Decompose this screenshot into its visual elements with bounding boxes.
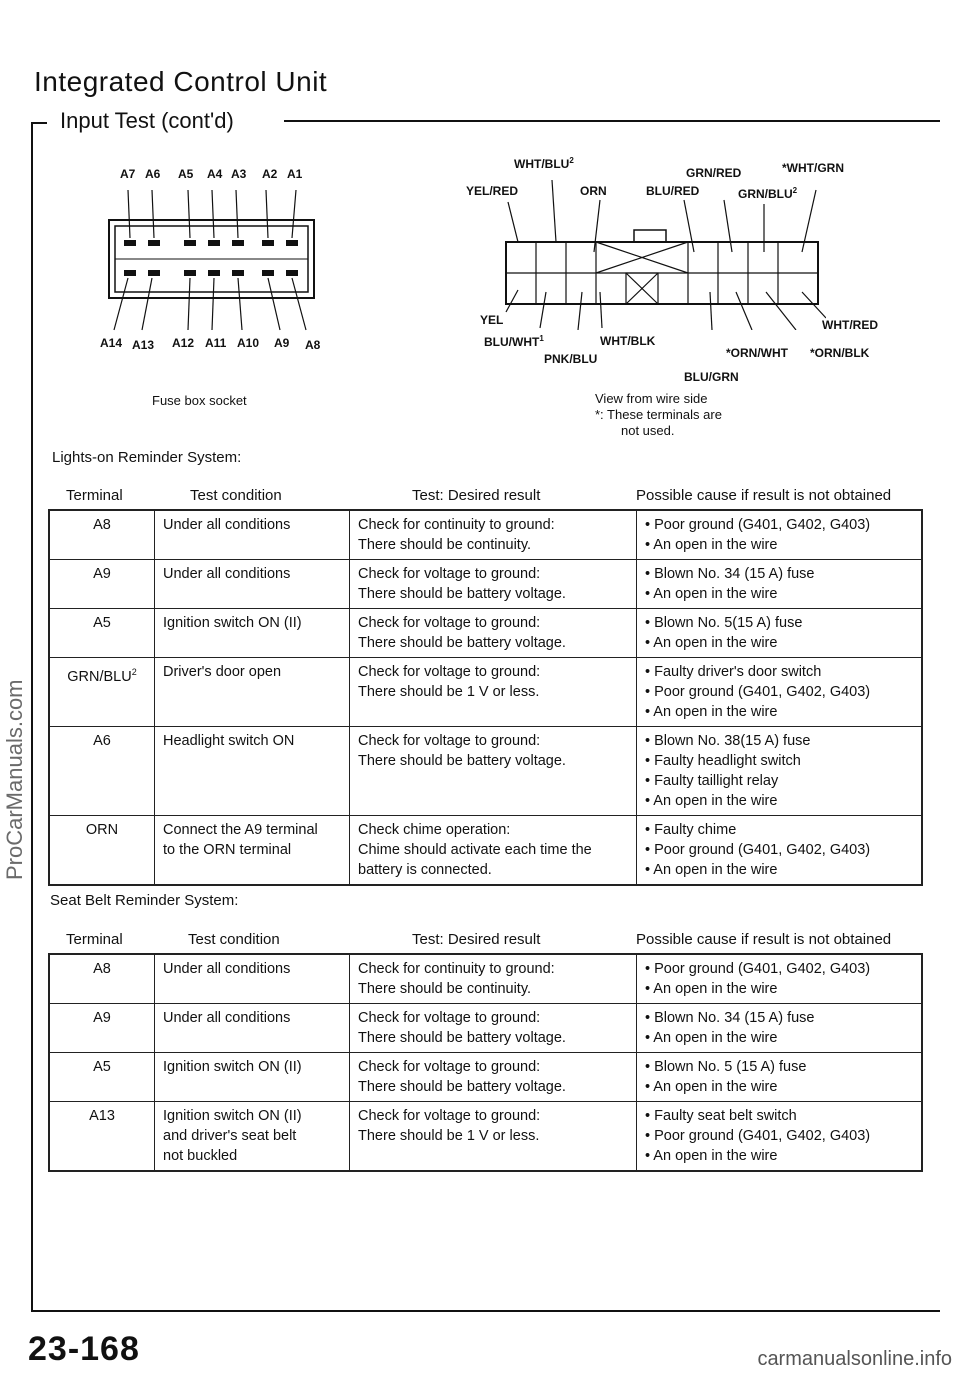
condition-cell: Under all conditions	[155, 560, 350, 609]
wire-blu-wht-label: BLU/WHT$^1$	[484, 334, 544, 349]
connector-drawing	[496, 180, 826, 330]
watermark: ProCarManuals.com	[2, 679, 27, 880]
page-subtitle: Input Test (cont'd)	[60, 108, 234, 133]
terminal-cell: A6	[49, 727, 155, 816]
lights-on-section-label: Lights-on Reminder System:	[52, 449, 242, 466]
terminal-cell: A5	[49, 609, 155, 658]
seat-belt-col-result: Test: Desired result	[412, 931, 541, 948]
result-cell: Check for continuity to ground: There should be continuity.	[350, 510, 637, 560]
frame-bottom-rule	[31, 1310, 940, 1312]
table-row	[49, 954, 922, 1004]
pin-a14-label: A14	[100, 336, 123, 350]
table-row	[49, 1053, 922, 1102]
wire-orn-label: ORN	[580, 184, 607, 198]
pin-a8-label: A8	[305, 338, 321, 352]
terminal-cell: A9	[49, 560, 155, 609]
result-cell: Check chime operation: Chime should activate each time the battery is connected.	[350, 816, 637, 886]
seat-belt-table	[48, 953, 923, 1172]
wire-orn-wht-label: *ORN/WHT	[726, 346, 788, 360]
table-row	[49, 727, 922, 816]
terminal-cell: A8	[49, 954, 155, 1004]
result-cell: Check for voltage to ground: There should be battery voltage.	[350, 609, 637, 658]
terminal-cell: A5	[49, 1053, 155, 1102]
lights-on-table	[48, 509, 923, 886]
wire-wht-grn-label: *WHT/GRN	[782, 161, 844, 175]
terminal-cell: A8	[49, 510, 155, 560]
lights-on-col-condition: Test condition	[190, 487, 282, 504]
wire-yel-red-label: YEL/RED	[466, 184, 519, 198]
lights-on-col-terminal: Terminal	[66, 487, 123, 504]
page-number: 23-168	[28, 1330, 140, 1368]
seat-belt-section-label: Seat Belt Reminder System:	[50, 892, 239, 909]
cause-cell: • Blown No. 5(15 A) fuse • An open in the wire	[637, 609, 923, 658]
result-cell: Check for continuity to ground: There should be continuity.	[350, 954, 637, 1004]
pin-a13-label: A13	[132, 338, 155, 352]
cause-cell: • Faulty driver's door switch • Poor ground (G401, G402, G403) • An open in the wire	[637, 658, 923, 727]
frame-top-rule-right	[284, 120, 940, 122]
condition-cell: Under all conditions	[155, 954, 350, 1004]
cause-cell: • Faulty seat belt switch • Poor ground (G401, G402, G403) • An open in the wire	[637, 1102, 923, 1172]
table-row	[49, 658, 922, 727]
frame-left-rule	[31, 122, 33, 1312]
wire-pnk-blu-label: PNK/BLU	[544, 352, 598, 366]
cause-cell: • Poor ground (G401, G402, G403) • An open in the wire	[637, 954, 923, 1004]
pin-a3-label: A3	[231, 167, 247, 181]
pin-a2-label: A2	[262, 167, 278, 181]
condition-cell: Ignition switch ON (II)	[155, 609, 350, 658]
footer-site-text: carmanualsonline.info	[757, 1348, 952, 1370]
table-row	[49, 1102, 922, 1172]
page-title: Integrated Control Unit	[34, 66, 328, 97]
fuse-box-caption: Fuse box socket	[152, 393, 247, 408]
result-cell: Check for voltage to ground: There should be battery voltage.	[350, 1053, 637, 1102]
pin-a1-label: A1	[287, 167, 303, 181]
result-cell: Check for voltage to ground: There should be battery voltage.	[350, 560, 637, 609]
wire-blu-grn-label: BLU/GRN	[684, 370, 739, 384]
terminal-cell: GRN/BLU$^2$	[49, 658, 155, 727]
lights-on-col-result: Test: Desired result	[412, 487, 541, 504]
connector-caption-note: *: These terminals are	[595, 407, 722, 422]
pin-a10-label: A10	[237, 336, 260, 350]
pin-a6-label: A6	[145, 167, 161, 181]
result-cell: Check for voltage to ground: There should be battery voltage.	[350, 1004, 637, 1053]
result-cell: Check for voltage to ground: There should be 1 V or less.	[350, 1102, 637, 1172]
seat-belt-col-cause: Possible cause if result is not obtained	[636, 931, 892, 948]
condition-cell: Under all conditions	[155, 1004, 350, 1053]
cause-cell: • Blown No. 34 (15 A) fuse • An open in the wire	[637, 560, 923, 609]
wire-grn-blu-label: GRN/BLU$^2$	[738, 186, 798, 201]
cause-cell: • Poor ground (G401, G402, G403) • An open in the wire	[637, 510, 923, 560]
condition-cell: Driver's door open	[155, 658, 350, 727]
wire-grn-red-label: GRN/RED	[686, 166, 742, 180]
table-row	[49, 510, 922, 560]
terminal-cell: ORN	[49, 816, 155, 886]
cause-cell: • Blown No. 38(15 A) fuse • Faulty headlight switch • Faulty taillight relay • An open in the wire	[637, 727, 923, 816]
pin-a4-label: A4	[207, 167, 223, 181]
pin-a9-label: A9	[274, 336, 290, 350]
seat-belt-col-terminal: Terminal	[66, 931, 123, 948]
pin-a12-label: A12	[172, 336, 195, 350]
seat-belt-col-condition: Test condition	[188, 931, 280, 948]
condition-cell: Ignition switch ON (II) and driver's seat belt not buckled	[155, 1102, 350, 1172]
result-cell: Check for voltage to ground: There should be 1 V or less.	[350, 658, 637, 727]
wire-blu-red-label: BLU/RED	[646, 184, 700, 198]
table-row	[49, 816, 922, 886]
wire-wht-blk-label: WHT/BLK	[600, 334, 656, 348]
condition-cell: Connect the A9 terminal to the ORN terminal	[155, 816, 350, 886]
wire-yel-label: YEL	[480, 313, 504, 327]
frame-top-rule-left	[31, 122, 47, 124]
wire-orn-blk-label: *ORN/BLK	[810, 346, 870, 360]
condition-cell: Under all conditions	[155, 510, 350, 560]
terminal-cell: A13	[49, 1102, 155, 1172]
cause-cell: • Faulty chime • Poor ground (G401, G402, G403) • An open in the wire	[637, 816, 923, 886]
pin-a5-label: A5	[178, 167, 194, 181]
terminal-cell: A9	[49, 1004, 155, 1053]
cause-cell: • Blown No. 34 (15 A) fuse • An open in the wire	[637, 1004, 923, 1053]
table-row	[49, 560, 922, 609]
pin-a7-label: A7	[120, 167, 136, 181]
connector-caption-note-2: not used.	[621, 423, 675, 438]
fuse-box-socket-drawing	[100, 190, 330, 340]
table-row	[49, 609, 922, 658]
connector-caption-view: View from wire side	[595, 391, 708, 406]
wire-wht-red-label: WHT/RED	[822, 318, 878, 332]
lights-on-col-cause: Possible cause if result is not obtained	[636, 487, 892, 504]
result-cell: Check for voltage to ground: There should be battery voltage.	[350, 727, 637, 816]
wire-wht-blu-label: WHT/BLU$^2$	[514, 156, 574, 171]
condition-cell: Ignition switch ON (II)	[155, 1053, 350, 1102]
cause-cell: • Blown No. 5 (15 A) fuse • An open in the wire	[637, 1053, 923, 1102]
table-row	[49, 1004, 922, 1053]
condition-cell: Headlight switch ON	[155, 727, 350, 816]
pin-a11-label: A11	[205, 336, 227, 350]
